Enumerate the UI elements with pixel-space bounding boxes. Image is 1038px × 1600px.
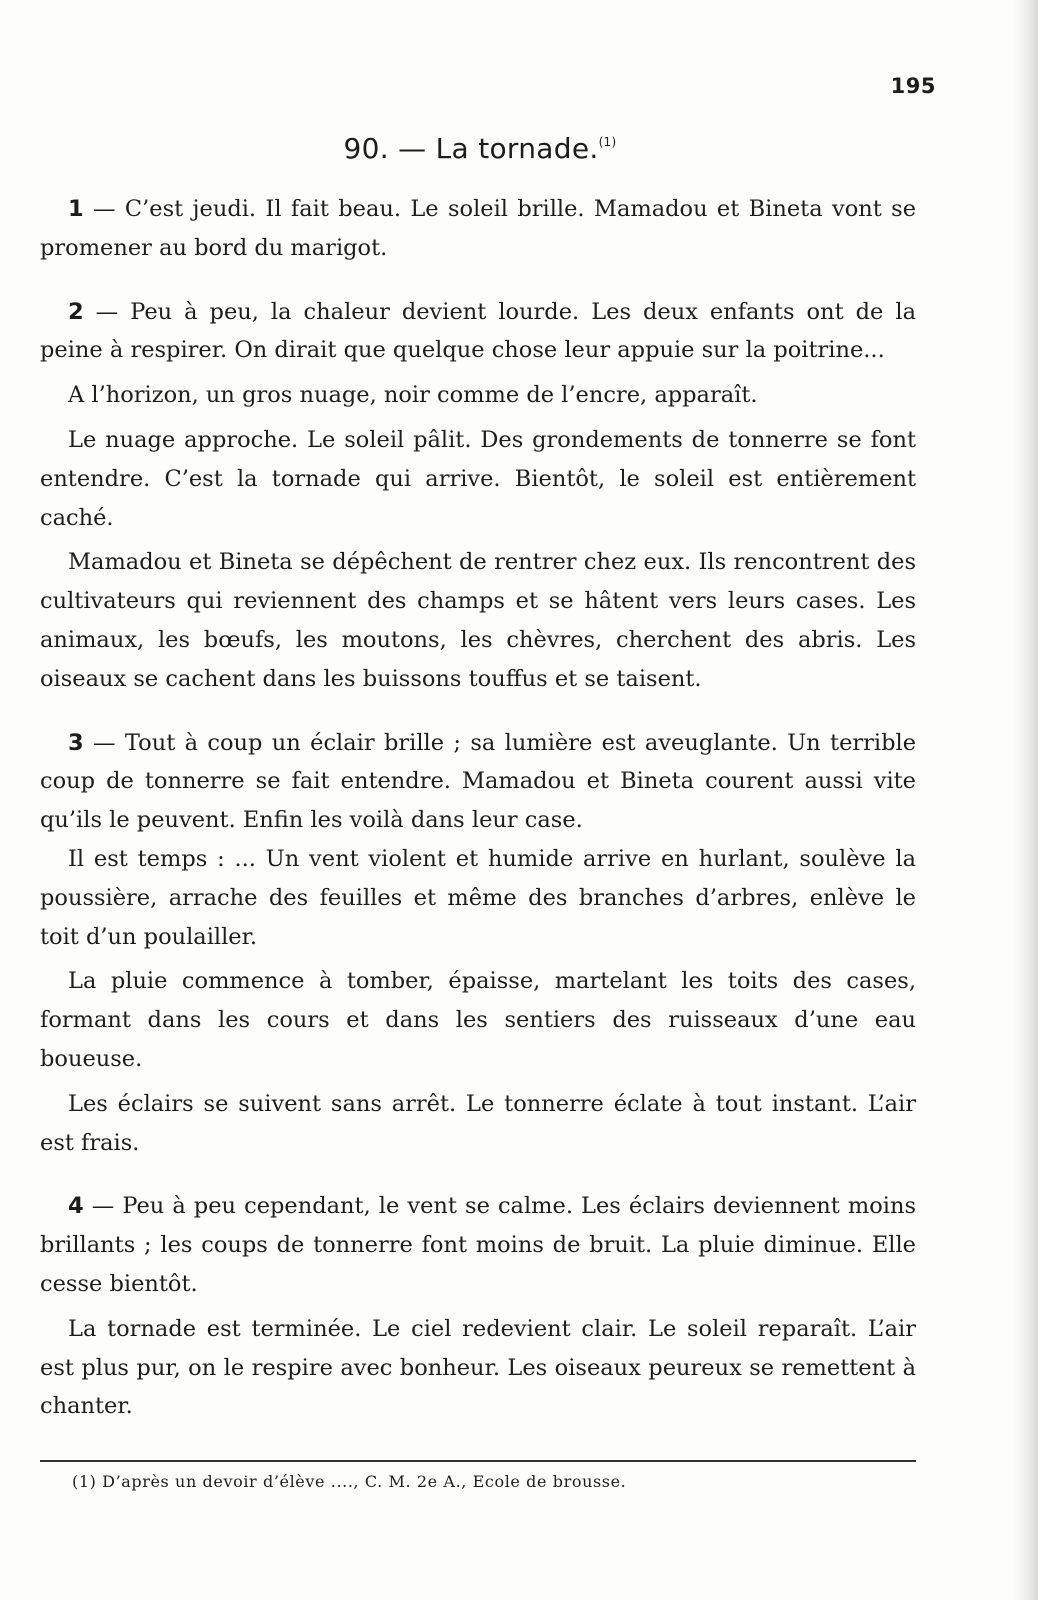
- section-dash: —: [91, 1193, 115, 1220]
- paragraph: Il est temps : ... Un vent violent et humide arrive en hurlant, soulève la poussière, arrache des feuilles et même des branches d’arbres, enlève le toit d’un poulailler.: [40, 845, 916, 950]
- footnote-divider: [40, 1460, 916, 1462]
- paragraph: La pluie commence à tomber, épaisse, martelant les toits des cases, formant dans les cours et dans les sentiers des ruisseaux d’une eau boueuse.: [40, 968, 916, 1072]
- paragraph: [40, 190, 916, 268]
- paragraph-text: C’est jeudi. Il fait beau. Le soleil brille. Mamadou et Bineta vont se promener au bord du marigot.: [40, 196, 917, 261]
- chapter-title-text: 90. — La tornade.: [343, 132, 599, 165]
- section-number: 3: [68, 729, 84, 756]
- paragraph: La tornade est terminée. Le ciel redevient clair. Le soleil reparaît. L’air est plus pur, on le respire avec bonheur. Les oiseaux peureux se remettent à chanter.: [40, 1315, 916, 1420]
- paragraph: Le nuage approche. Le soleil pâlit. Des grondements de tonnerre se font entendre. C’est la tornade qui arrive. Bientôt, le soleil est entièrement caché.: [40, 426, 916, 531]
- section-number: 2: [68, 298, 84, 325]
- paragraph: Mamadou et Bineta se dépêchent de rentrer chez eux. Ils rencontrent des cultivateurs qui reviennent des champs et se hâtent vers leurs cases. Les animaux, les bœufs, les moutons, les chèvres, cherchent des abris. Les oiseaux se cachent dans les buissons touffus et se taisent.: [40, 549, 916, 692]
- section-dash: —: [95, 298, 119, 325]
- paragraph: Les éclairs se suivent sans arrêt. Le tonnerre éclate à tout instant. L’air est frais.: [40, 1090, 916, 1156]
- section-dash: —: [93, 196, 116, 222]
- paragraph: [40, 293, 916, 371]
- title-footnote-marker: (1): [598, 134, 617, 149]
- page-number: 195: [890, 74, 936, 98]
- paragraph: [40, 724, 916, 840]
- paragraph-text: Peu à peu, la chaleur devient lourde. Les deux enfants ont de la peine à respirer. On dirait que quelque chose leur appuie sur la poitrine...: [40, 298, 916, 364]
- section-number: 4: [68, 1193, 84, 1220]
- paragraph-text: Tout à coup un éclair brille ; sa lumière est aveuglante. Un terrible coup de tonnerre se fait entendre. Mamadou et Bineta courent aussi vite qu’ils le peuvent. Enfin les voilà dans leur case.: [40, 729, 917, 834]
- paragraph-text: Peu à peu cependant, le vent se calme. Les éclairs deviennent moins brillants ; les coups de tonnerre font moins de bruit. La pluie diminue. Elle cesse bientôt.: [40, 1193, 916, 1297]
- section-dash: —: [93, 729, 116, 756]
- section-number: 1: [68, 196, 84, 222]
- body-text: [40, 190, 916, 1426]
- chapter-title: [0, 132, 960, 165]
- paragraph: [40, 1187, 916, 1303]
- footnote: (1) D’après un devoir d’élève ...., C. M. 2e A., Ecole de brousse.: [72, 1472, 627, 1491]
- paragraph: A l’horizon, un gros nuage, noir comme de l’encre, apparaît.: [68, 382, 758, 409]
- page-edge-shadow: [1012, 0, 1038, 1600]
